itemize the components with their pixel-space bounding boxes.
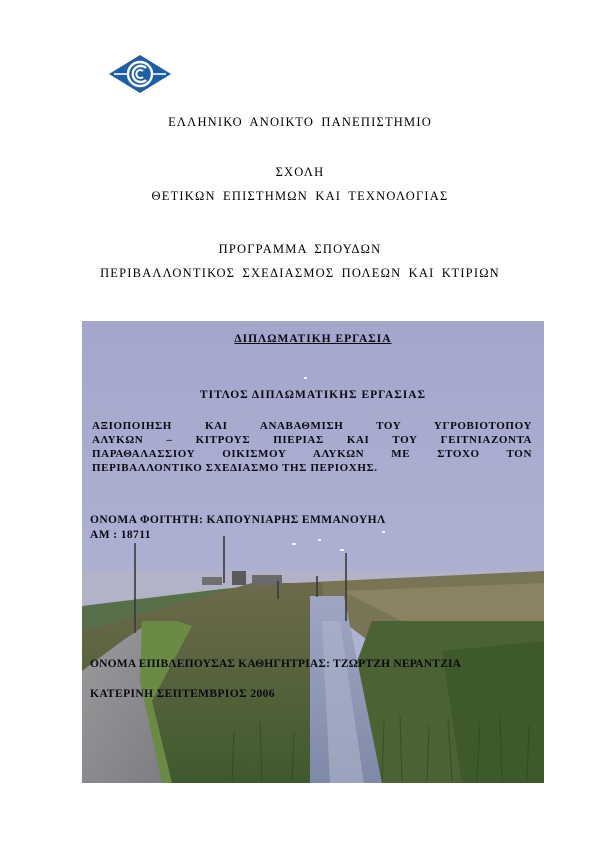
school-name: ΘΕΤΙΚΩΝ ΕΠΙΣΤΗΜΩΝ ΚΑΙ ΤΕΧΝΟΛΟΓΙΑΣ	[151, 189, 449, 203]
program-name: ΠΕΡΙΒΑΛΛΟΝΤΙΚΟΣ ΣΧΕΔΙΑΣΜΟΣ ΠΟΛΕΩΝ ΚΑΙ ΚΤΙΡΙΩΝ	[100, 266, 500, 280]
school-label: ΣΧΟΛΗ	[275, 165, 325, 179]
thesis-title-label: ΤΙΤΛΟΣ ΔΙΠΛΩΜΑΤΙΚΗΣ ΕΡΓΑΣΙΑΣ	[199, 389, 427, 401]
student-name: ΟΝΟΜΑ ΦΟΙΤΗΤΗ: ΚΑΠΟΥΝΙΑΡΗΣ ΕΜΜΑΝΟΥΗΛ	[90, 514, 386, 526]
place-date: ΚΑΤΕΡΙΝΗ ΣΕΠΤΕΜΒΡΙΟΣ 2006	[90, 688, 275, 700]
thesis-title-line: ΠΕΡΙΒΑΛΛΟΝΤΙΚΟ ΣΧΕΔΙΑΣΜΟ ΤΗΣ ΠΕΡΙΟΧΗΣ.	[92, 462, 378, 474]
university-name: ΕΛΛΗΝΙΚΟ ΑΝΟΙΚΤΟ ΠΑΝΕΠΙΣΤΗΜΙΟ	[168, 115, 432, 129]
thesis-title	[92, 419, 532, 475]
supervisor-name: ΟΝΟΜΑ ΕΠΙΒΛΕΠΟΥΣΑΣ ΚΑΘΗΓΗΤΡΙΑΣ: ΤΖΩΡΤΖΗ ΝΕΡΑΝΤΖΙΑ	[90, 658, 462, 670]
thesis-title-line: ΠΑΡΑΘΑΛΑΣΣΙΟΥ ΟΙΚΙΣΜΟΥ ΑΛΥΚΩΝ ΜΕ ΣΤΟΧΟ ΤΟΝ	[92, 448, 532, 460]
thesis-title-line: ΑΞΙΟΠΟΙΗΣΗ ΚΑΙ ΑΝΑΒΑΘΜΙΣΗ ΤΟΥ ΥΓΡΟΒΙΟΤΟΠΟΥ	[92, 420, 532, 432]
student-id: ΑΜ : 18711	[90, 529, 151, 541]
university-logo-icon	[108, 54, 172, 94]
thesis-title-line: ΑΛΥΚΩΝ – ΚΙΤΡΟΥΣ ΠΙΕΡΙΑΣ ΚΑΙ ΤΟΥ ΓΕΙΤΝΙΑΖΟΝΤΑ	[92, 434, 532, 446]
cover-photo	[82, 321, 544, 783]
program-label: ΠΡΟΓΡΑΜΜΑ ΣΠΟΥΔΩΝ	[218, 242, 382, 256]
thesis-heading: ΔΙΠΛΩΜΑΤΙΚΗ ΕΡΓΑΣΙΑ	[234, 333, 392, 345]
